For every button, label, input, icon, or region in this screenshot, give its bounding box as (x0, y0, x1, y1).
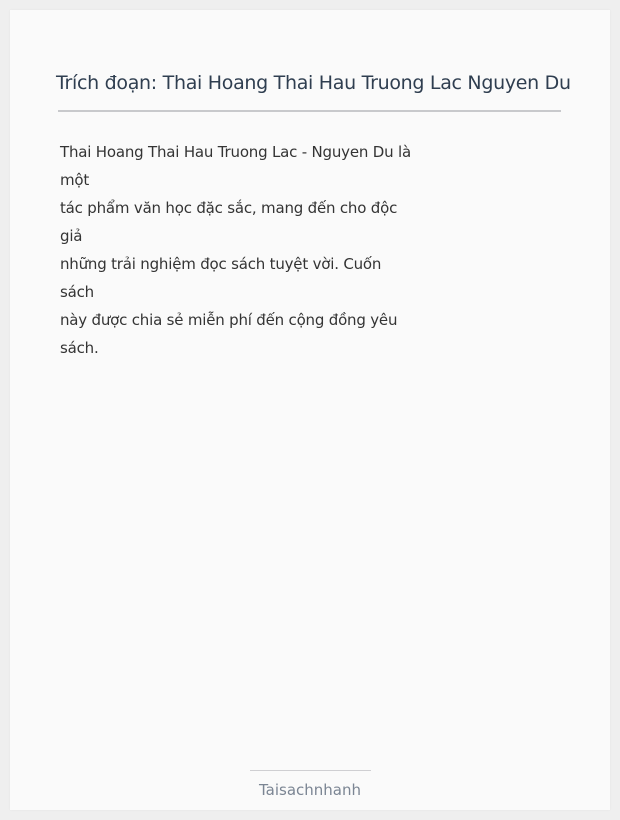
excerpt-line: Thai Hoang Thai Hau Truong Lac - Nguyen Du là (60, 143, 411, 161)
excerpt-line: sách. (60, 339, 99, 357)
page-title: Trích đoạn: Thai Hoang Thai Hau Truong Lac Nguyen Du (56, 72, 571, 94)
title-divider (58, 110, 561, 112)
excerpt-line: một (60, 171, 90, 189)
excerpt-line: sách (60, 283, 94, 301)
excerpt-line: này được chia sẻ miễn phí đến cộng đồng yêu (60, 311, 398, 329)
excerpt-line: giả (60, 227, 83, 245)
footer-brand: Taisachnhanh (258, 781, 362, 799)
excerpt-line: những trải nghiệm đọc sách tuyệt vời. Cuốn (60, 255, 382, 273)
excerpt-body (60, 138, 440, 362)
excerpt-line: tác phẩm văn học đặc sắc, mang đến cho độc (60, 199, 398, 217)
document-page (10, 10, 610, 810)
footer-divider (250, 770, 371, 771)
